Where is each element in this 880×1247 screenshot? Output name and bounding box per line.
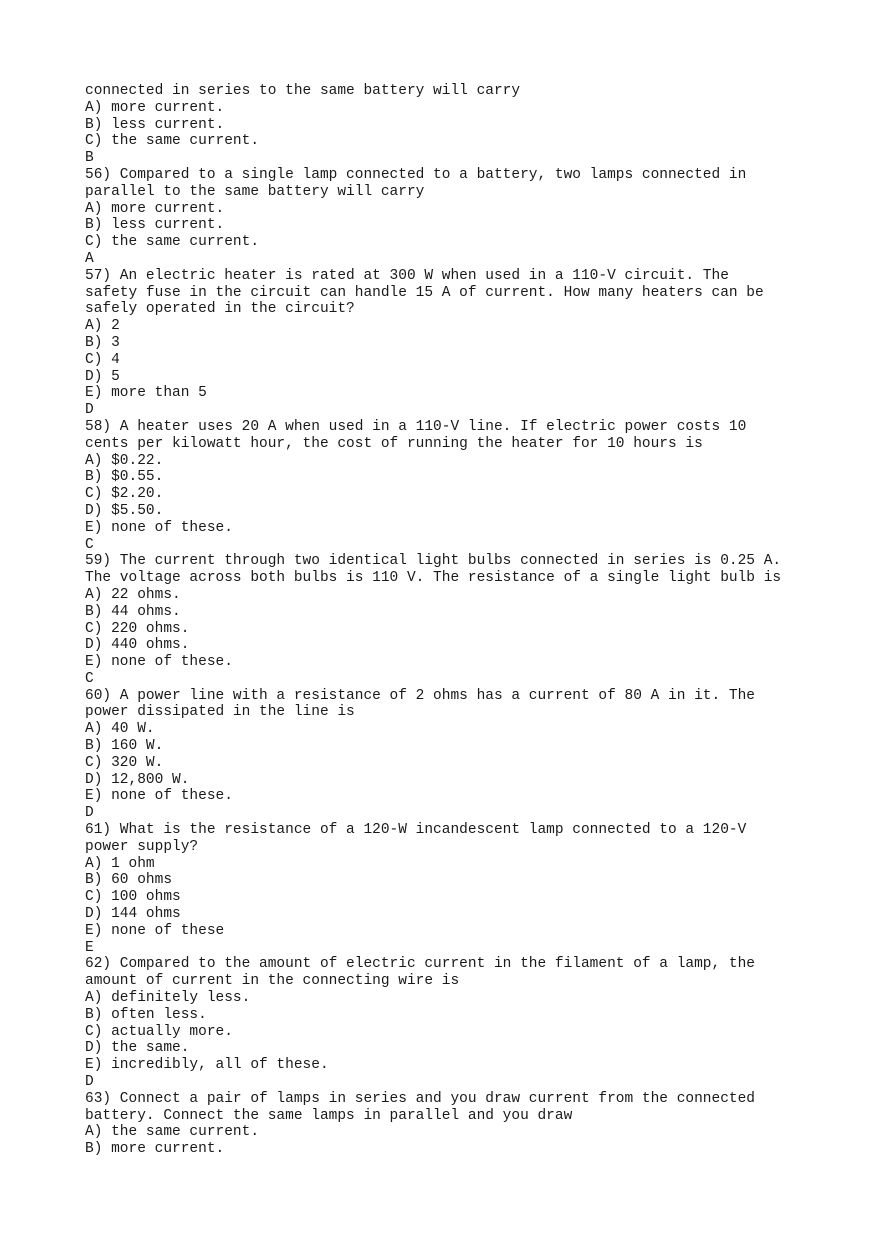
text-line: B) 160 W. bbox=[85, 738, 164, 755]
text-line: A) 40 W. bbox=[85, 721, 155, 738]
text-line: D) 12,800 W. bbox=[85, 771, 190, 788]
text-line: D bbox=[85, 1074, 94, 1091]
text-line: E) more than 5 bbox=[85, 385, 207, 402]
text-line: power supply? bbox=[85, 838, 199, 855]
text-line: A) more current. bbox=[85, 99, 225, 116]
text-line: C) 320 W. bbox=[85, 754, 164, 771]
text-line: A) definitely less. bbox=[85, 990, 251, 1007]
text-line: 60) A power line with a resistance of 2 ohms has a current of 80 A in it. The bbox=[85, 687, 756, 704]
text-line: C) actually more. bbox=[85, 1023, 233, 1040]
text-line: D) 5 bbox=[85, 368, 120, 385]
text-line: E) none of these. bbox=[85, 519, 233, 536]
text-line: 59) The current through two identical light bulbs connected in series is 0.25 A. bbox=[85, 553, 782, 570]
text-line: E) none of these bbox=[85, 922, 225, 939]
text-line: B) less current. bbox=[85, 116, 225, 133]
text-line: C bbox=[85, 670, 94, 687]
text-line: D) 440 ohms. bbox=[85, 637, 190, 654]
document-text bbox=[85, 83, 865, 1158]
text-line: B bbox=[85, 150, 94, 167]
text-line: D bbox=[85, 805, 94, 822]
text-line: B) less current. bbox=[85, 217, 225, 234]
text-line: 61) What is the resistance of a 120-W incandescent lamp connected to a 120-V bbox=[85, 822, 747, 839]
text-line: A) $0.22. bbox=[85, 452, 164, 469]
text-line: E bbox=[85, 939, 94, 956]
text-line: A) more current. bbox=[85, 200, 225, 217]
text-line: D) 144 ohms bbox=[85, 906, 181, 923]
text-line: parallel to the same battery will carry bbox=[85, 183, 425, 200]
text-line: 63) Connect a pair of lamps in series and you draw current from the connected bbox=[85, 1090, 756, 1107]
text-line: D) the same. bbox=[85, 1040, 190, 1057]
text-line: connected in series to the same battery will carry bbox=[85, 83, 521, 99]
text-line: 62) Compared to the amount of electric current in the filament of a lamp, the bbox=[85, 956, 756, 973]
text-line: C) $2.20. bbox=[85, 486, 164, 503]
text-line: amount of current in the connecting wire is bbox=[85, 973, 460, 990]
text-line: A bbox=[85, 250, 94, 267]
text-line: B) often less. bbox=[85, 1006, 207, 1023]
text-line: C) the same current. bbox=[85, 133, 260, 150]
text-line: B) 3 bbox=[85, 334, 120, 351]
text-line: B) 44 ohms. bbox=[85, 603, 181, 620]
text-line: A) 2 bbox=[85, 318, 120, 335]
text-line: C) 220 ohms. bbox=[85, 620, 190, 637]
text-line: battery. Connect the same lamps in parallel and you draw bbox=[85, 1107, 573, 1124]
text-line: E) none of these. bbox=[85, 654, 233, 671]
text-line: D) $5.50. bbox=[85, 502, 164, 519]
text-line: A) 1 ohm bbox=[85, 855, 155, 872]
text-line: E) incredibly, all of these. bbox=[85, 1057, 329, 1074]
text-line: B) 60 ohms bbox=[85, 872, 173, 889]
text-line: power dissipated in the line is bbox=[85, 704, 355, 721]
text-line: The voltage across both bulbs is 110 V. The resistance of a single light bulb is bbox=[85, 570, 782, 587]
text-line: E) none of these. bbox=[85, 788, 233, 805]
text-line: C) the same current. bbox=[85, 234, 260, 251]
text-line: cents per kilowatt hour, the cost of running the heater for 10 hours is bbox=[85, 435, 703, 452]
text-line: 57) An electric heater is rated at 300 W when used in a 110-V circuit. The bbox=[85, 267, 729, 284]
text-line: A) 22 ohms. bbox=[85, 586, 181, 603]
text-line: C bbox=[85, 536, 94, 553]
text-line: safety fuse in the circuit can handle 15 A of current. How many heaters can be bbox=[85, 284, 764, 301]
text-line: B) $0.55. bbox=[85, 469, 164, 486]
text-line: C) 4 bbox=[85, 351, 120, 368]
text-line: 56) Compared to a single lamp connected to a battery, two lamps connected in bbox=[85, 166, 747, 183]
text-line: C) 100 ohms bbox=[85, 889, 181, 906]
text-line: safely operated in the circuit? bbox=[85, 301, 355, 318]
text-line: A) the same current. bbox=[85, 1124, 260, 1141]
text-line: D bbox=[85, 402, 94, 419]
text-line: B) more current. bbox=[85, 1141, 225, 1158]
text-line: 58) A heater uses 20 A when used in a 110-V line. If electric power costs 10 bbox=[85, 418, 747, 435]
